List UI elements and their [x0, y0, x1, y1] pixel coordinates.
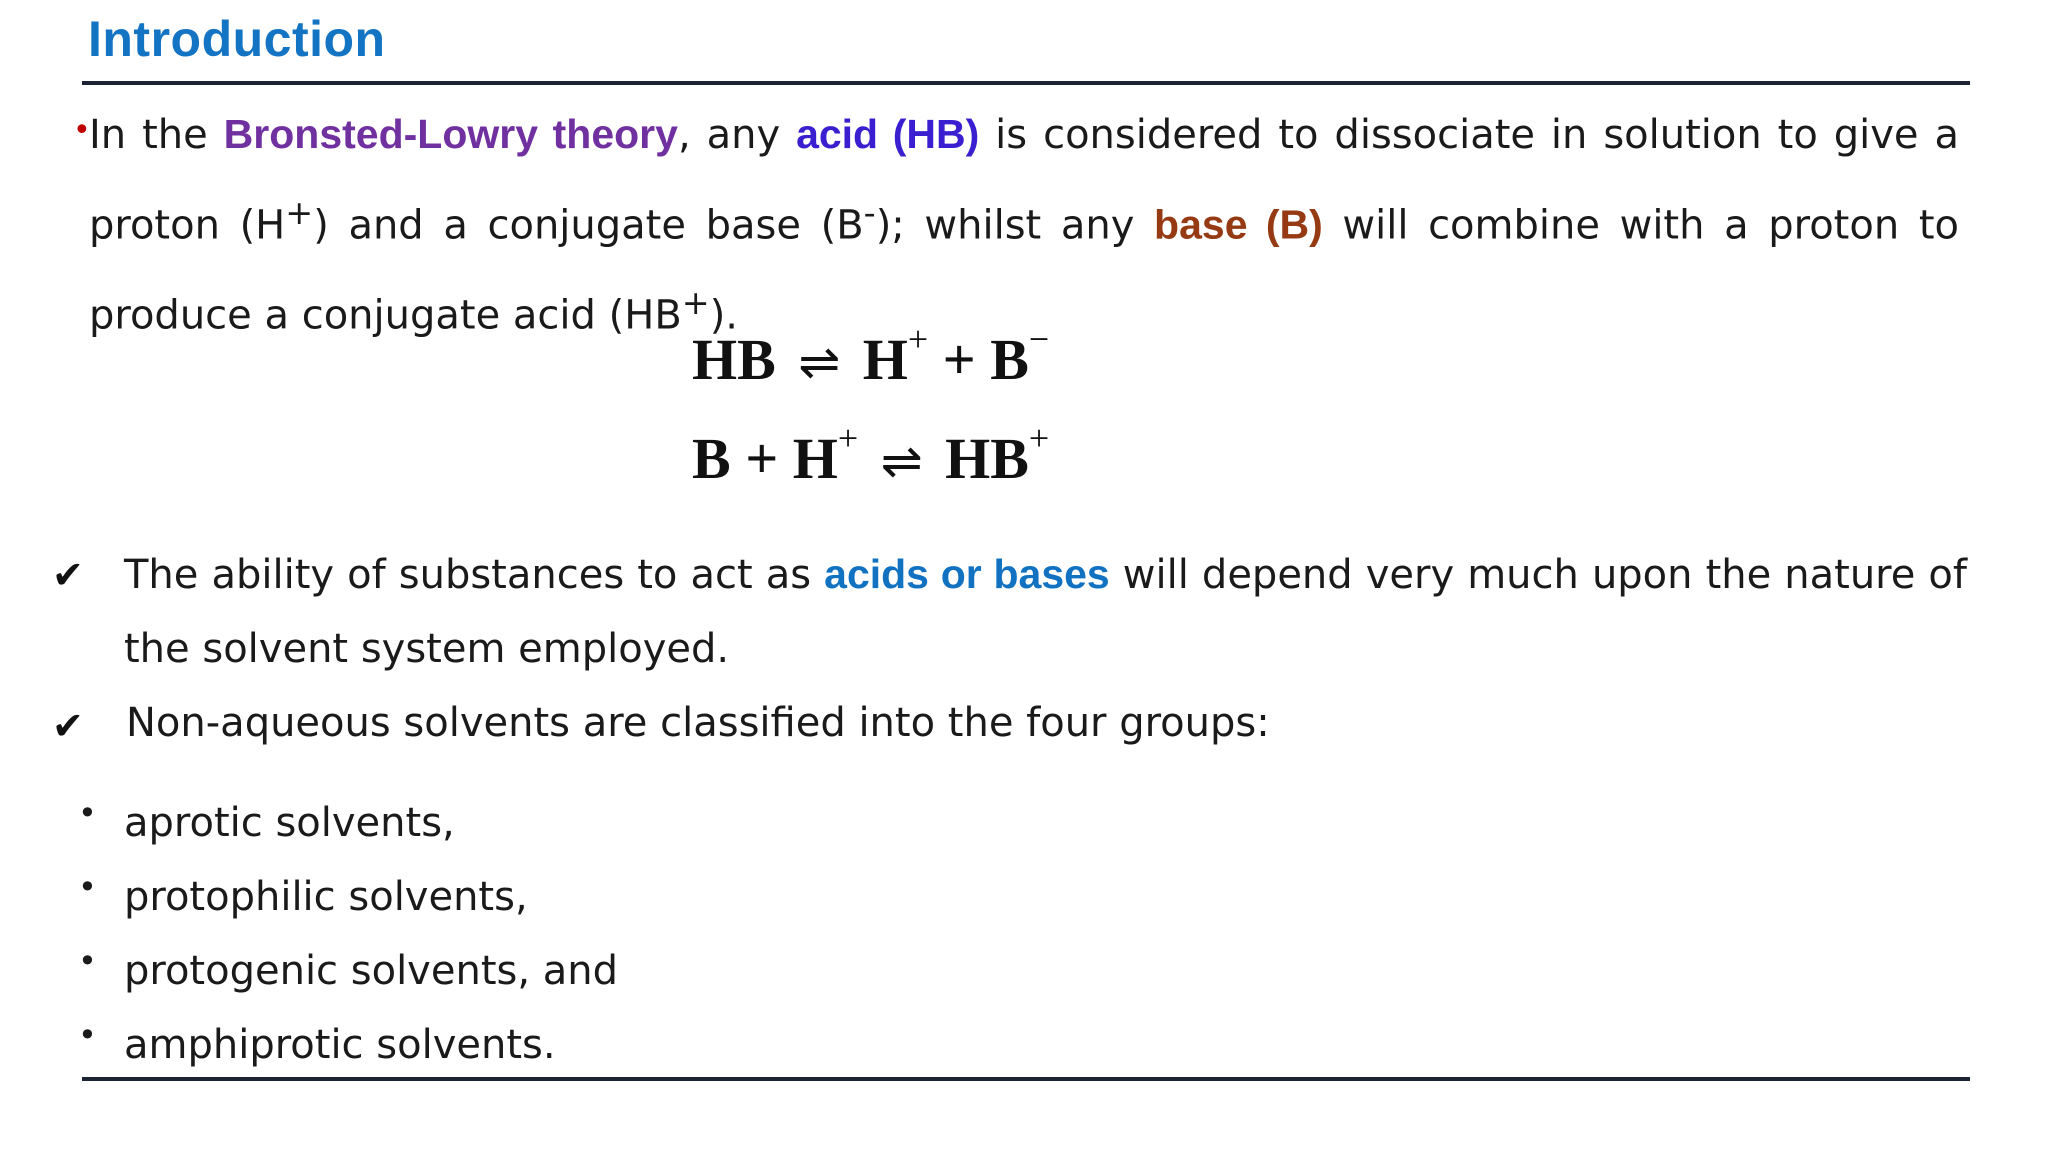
eq-term: B — [692, 426, 731, 491]
intro-text: ) and a conjugate base (B — [313, 202, 864, 249]
check-item-classification: Non-aqueous solvents are classified into the four groups: — [126, 700, 1270, 746]
bullet-icon: • — [78, 942, 97, 980]
checkmark-icon: ✔ — [52, 704, 84, 748]
solvent-group-list — [78, 786, 618, 1082]
eq-term: HB — [692, 327, 776, 392]
list-item-label: aprotic solvents, — [124, 800, 455, 846]
eq-term: H — [792, 426, 838, 491]
eq-term: HB — [945, 426, 1029, 491]
eq-term: B — [990, 327, 1029, 392]
list-item-label: protogenic solvents, and — [124, 948, 619, 994]
eq-superscript: + — [907, 318, 929, 359]
superscript: + — [681, 283, 710, 323]
list-item — [78, 786, 618, 860]
intro-text: ). — [709, 292, 739, 339]
highlight-base: base (B) — [1154, 201, 1323, 248]
highlight-acid: acid (HB) — [796, 111, 980, 157]
bullet-icon: • — [78, 794, 97, 832]
list-item-label: amphiprotic solvents. — [124, 1022, 556, 1068]
eq-superscript: − — [1028, 318, 1050, 359]
list-item — [78, 934, 618, 1008]
checkmark-icon: ✔ — [52, 553, 84, 597]
equation-dissociation — [692, 318, 1050, 393]
top-divider — [82, 81, 1970, 85]
check-text: will depend very much upon the nature of the solvent system employed. — [124, 552, 1967, 672]
bullet-icon: • — [78, 1016, 97, 1054]
superscript: - — [863, 193, 876, 232]
list-item — [78, 1008, 618, 1082]
intro-text: will combine with a proton to produce a conjugate acid (HB — [89, 202, 1959, 339]
check-item-solvent-dependence — [124, 537, 1967, 686]
equation-protonation — [692, 417, 1050, 492]
bullet-icon: • — [78, 868, 97, 906]
intro-text: In the — [89, 112, 224, 158]
check-text: The ability of substances to act as — [124, 552, 825, 598]
superscript: + — [285, 193, 314, 232]
highlight-acids-or-bases: acids or bases — [824, 551, 1110, 597]
intro-text: is considered to dissociate in solution to give a proton (H — [89, 112, 1959, 249]
eq-plus: + — [942, 327, 976, 392]
list-item — [78, 860, 618, 934]
intro-paragraph — [73, 96, 1959, 355]
red-bullet-icon: • — [73, 113, 91, 148]
intro-text: , any — [677, 112, 797, 158]
intro-text: ); whilst any — [875, 202, 1155, 249]
highlight-bronsted-lowry: Bronsted-Lowry theory — [223, 111, 678, 157]
eq-superscript: + — [837, 417, 859, 458]
equilibrium-arrow-icon: ⇌ — [880, 433, 923, 489]
eq-superscript: + — [1028, 417, 1050, 458]
list-item-label: protophilic solvents, — [124, 874, 528, 920]
equilibrium-arrow-icon: ⇌ — [798, 334, 841, 390]
eq-term: H — [862, 327, 908, 392]
bottom-divider — [82, 1077, 1970, 1081]
eq-plus: + — [745, 426, 779, 491]
slide-title: Introduction — [88, 11, 386, 67]
